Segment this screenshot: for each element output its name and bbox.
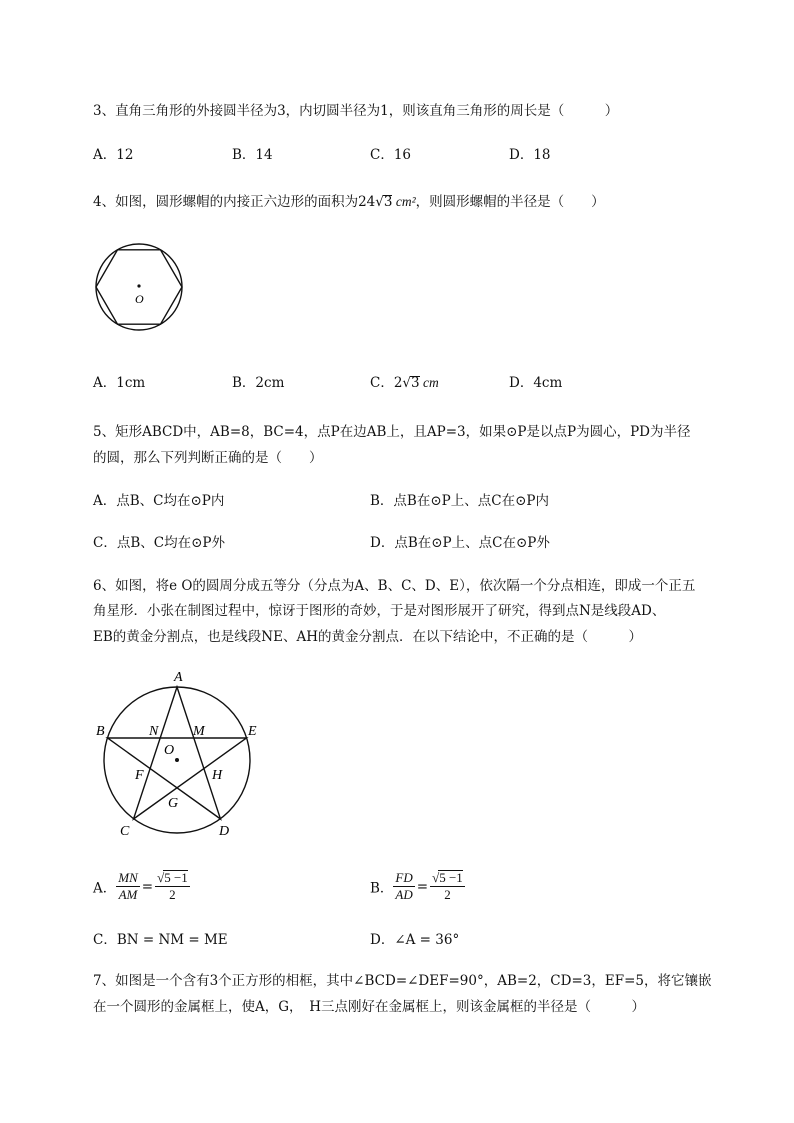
q4-option-c-sqrt: 3 [411,375,420,391]
q4-option-c [370,371,439,391]
q4-hexagon-figure [93,243,189,333]
sqrt-symbol: √ [402,375,412,391]
q4-option-c-unit: cm [419,375,439,390]
q4-option-c-prefix: C．2 [370,375,403,391]
q3-stem: 3、直角三角形的外接圆半径为3，内切圆半径为1，则该直角三角形的周长是（ ） [93,103,619,119]
q4-stem-unit: cm² [392,194,416,209]
equals-sign: = [141,878,154,895]
q7-stem-line1: 7、如图是一个含有3个正方形的相框，其中∠BCD=∠DEF=90°，AB=2，CD=3，EF=5，将它镶嵌 [93,973,712,989]
q5-stem-line1: 5、矩形ABCD中，AB=8，BC=4，点P在边AB上，且AP=3，如果⊙P是以点P为圆心，PD为半径 [93,424,691,440]
q4-stem-sqrt: 3 [383,194,393,210]
q6-pentagram-figure [93,665,268,845]
q6-option-c: C．BN = NM = ME [93,932,228,948]
q7-stem-line2: 在一个圆形的金属框上，使A，G， H三点刚好在金属框上，则该金属框的半径是（ ） [93,999,646,1015]
fraction-numerator: MN [118,870,138,885]
q4-stem [93,190,605,210]
q4-option-a: A．1cm [93,375,146,391]
fraction-denominator: AD [395,887,413,902]
q6-label-e: E [248,724,257,739]
q6-label-o: O [164,743,175,758]
sqrt-content: 5 −1 [164,870,188,885]
q6-label-m: M [193,724,205,739]
q4-option-d: D．4cm [509,375,563,391]
q5-option-d: D．点B在⊙P上、点C在⊙P外 [370,535,550,551]
q6-stem-line2: 角星形．小张在制图过程中，惊讶于图形的奇妙，于是对图形展开了研究，得到点N是线段AD、 [93,603,666,619]
q6-label-a: A [174,670,183,685]
q4-option-b: B．2cm [232,375,285,391]
q6-label-b: B [96,724,105,739]
q3-option-a: A．12 [93,147,134,163]
q6-option-b-rhs [430,870,465,903]
q6-stem-line1: 6、如图，将e O的圆周分成五等分（分点为A、B、C、D、E），依次隔一个分点相连，即成一个正五 [93,578,696,594]
q5-stem-line2: 的圆，那么下列判断正确的是（ ） [93,450,323,466]
equals-sign: = [416,878,429,895]
q6-center-dot [175,758,179,762]
sqrt-content: 5 −1 [439,870,463,885]
fraction-numerator: FD [395,870,413,885]
q6-option-b [370,870,465,903]
q3-option-c: C．16 [370,147,412,163]
fraction-numerator: √5 −1 [157,870,188,885]
q6-option-d: D．∠A = 36° [370,932,460,948]
q4-center-dot [137,284,140,287]
q4-stem-suffix: ，则圆形螺帽的半径是（ ） [415,194,605,210]
q5-option-b: B．点B在⊙P上、点C在⊙P内 [370,493,549,509]
q3-option-d: D．18 [509,147,551,163]
q6-label-h: H [212,768,223,783]
q4-label-o: O [135,292,144,306]
q6-option-b-lhs [393,870,414,903]
q6-label-n: N [149,724,159,739]
q6-label-d: D [219,824,230,839]
q6-option-a-rhs [155,870,190,903]
q6-label-g: G [168,796,179,811]
q6-option-a-label: A． [93,880,117,897]
q6-label-f: F [135,768,144,783]
q6-option-a [93,870,190,903]
sqrt-symbol: √ [375,194,384,210]
fraction-denominator: 2 [169,887,176,902]
fraction-denominator: 2 [444,887,451,902]
q5-option-a: A．点B、C均在⊙P内 [93,493,225,509]
q3-option-b: B．14 [232,147,273,163]
q5-option-c: C．点B、C均在⊙P外 [93,535,225,551]
q6-option-a-lhs [116,870,140,903]
fraction-denominator: AM [118,887,138,902]
q6-stem-line3: EB的黄金分割点，也是线段NE、AH的黄金分割点．在以下结论中，不正确的是（ ） [93,629,642,645]
q6-option-b-label: B． [370,880,394,897]
q4-stem-prefix: 4、如图，圆形螺帽的内接正六边形的面积为24 [93,194,376,210]
fraction-numerator: √5 −1 [432,870,463,885]
q6-label-c: C [120,824,130,839]
